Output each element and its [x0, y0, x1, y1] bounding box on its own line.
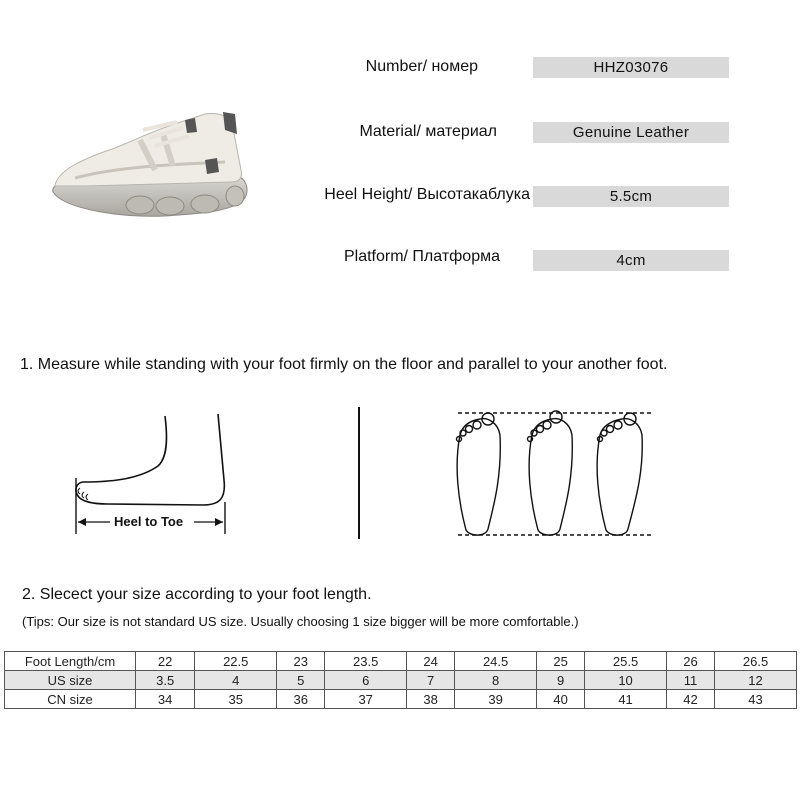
- table-cell: 3.5: [136, 671, 195, 690]
- table-cell: 43: [715, 690, 797, 709]
- spec-value-material: Genuine Leather: [533, 122, 729, 143]
- spec-value-heel-height: 5.5cm: [533, 186, 729, 207]
- spec-value-platform: 4cm: [533, 250, 729, 271]
- table-row-cn-size: [5, 690, 797, 709]
- diagram-divider: [358, 407, 360, 539]
- table-cell: 22.5: [195, 652, 277, 671]
- table-row-us-size: [5, 671, 797, 690]
- table-cell: 36: [277, 690, 325, 709]
- table-cell: 23.5: [325, 652, 407, 671]
- table-cell: 37: [325, 690, 407, 709]
- table-cell: 9: [537, 671, 585, 690]
- table-cell: 26: [666, 652, 714, 671]
- table-cell: 35: [195, 690, 277, 709]
- table-cell: 6: [325, 671, 407, 690]
- table-cell: 4: [195, 671, 277, 690]
- sneaker-product-image: [45, 100, 255, 225]
- row-header: CN size: [5, 690, 136, 709]
- table-cell: 42: [666, 690, 714, 709]
- table-cell: 26.5: [715, 652, 797, 671]
- row-header: US size: [5, 671, 136, 690]
- table-row-foot-length: [5, 652, 797, 671]
- spec-label-platform: Platform/ Платформа: [343, 248, 500, 265]
- table-cell: 12: [715, 671, 797, 690]
- spec-label-material: Material/ материал: [359, 123, 497, 140]
- row-header: Foot Length/cm: [5, 652, 136, 671]
- spec-label-number: Number/ номер: [365, 58, 478, 75]
- table-cell: 22: [136, 652, 195, 671]
- feet-top-view-diagram: [448, 405, 663, 545]
- table-cell: 7: [407, 671, 455, 690]
- table-cell: 40: [537, 690, 585, 709]
- table-cell: 38: [407, 690, 455, 709]
- size-tips: (Tips: Our size is not standard US size. Usually choosing 1 size bigger will be more comfortable.): [22, 614, 579, 629]
- table-cell: 41: [585, 690, 667, 709]
- spec-label-heel-height: Heel Height/ Высотакаблука: [324, 186, 530, 203]
- table-cell: 34: [136, 690, 195, 709]
- table-cell: 24.5: [455, 652, 537, 671]
- table-cell: 24: [407, 652, 455, 671]
- size-chart-table: [4, 651, 797, 709]
- measure-instruction: 1. Measure while standing with your foot firmly on the floor and parallel to your another foot.: [20, 356, 668, 373]
- spec-value-number: HHZ03076: [533, 57, 729, 78]
- table-cell: 5: [277, 671, 325, 690]
- table-cell: 23: [277, 652, 325, 671]
- table-cell: 8: [455, 671, 537, 690]
- heel-to-toe-label: Heel to Toe: [114, 514, 184, 529]
- table-cell: 39: [455, 690, 537, 709]
- select-size-instruction: 2. Slecect your size according to your foot length.: [22, 586, 372, 603]
- table-cell: 11: [666, 671, 714, 690]
- table-cell: 25.5: [585, 652, 667, 671]
- table-cell: 10: [585, 671, 667, 690]
- table-cell: 25: [537, 652, 585, 671]
